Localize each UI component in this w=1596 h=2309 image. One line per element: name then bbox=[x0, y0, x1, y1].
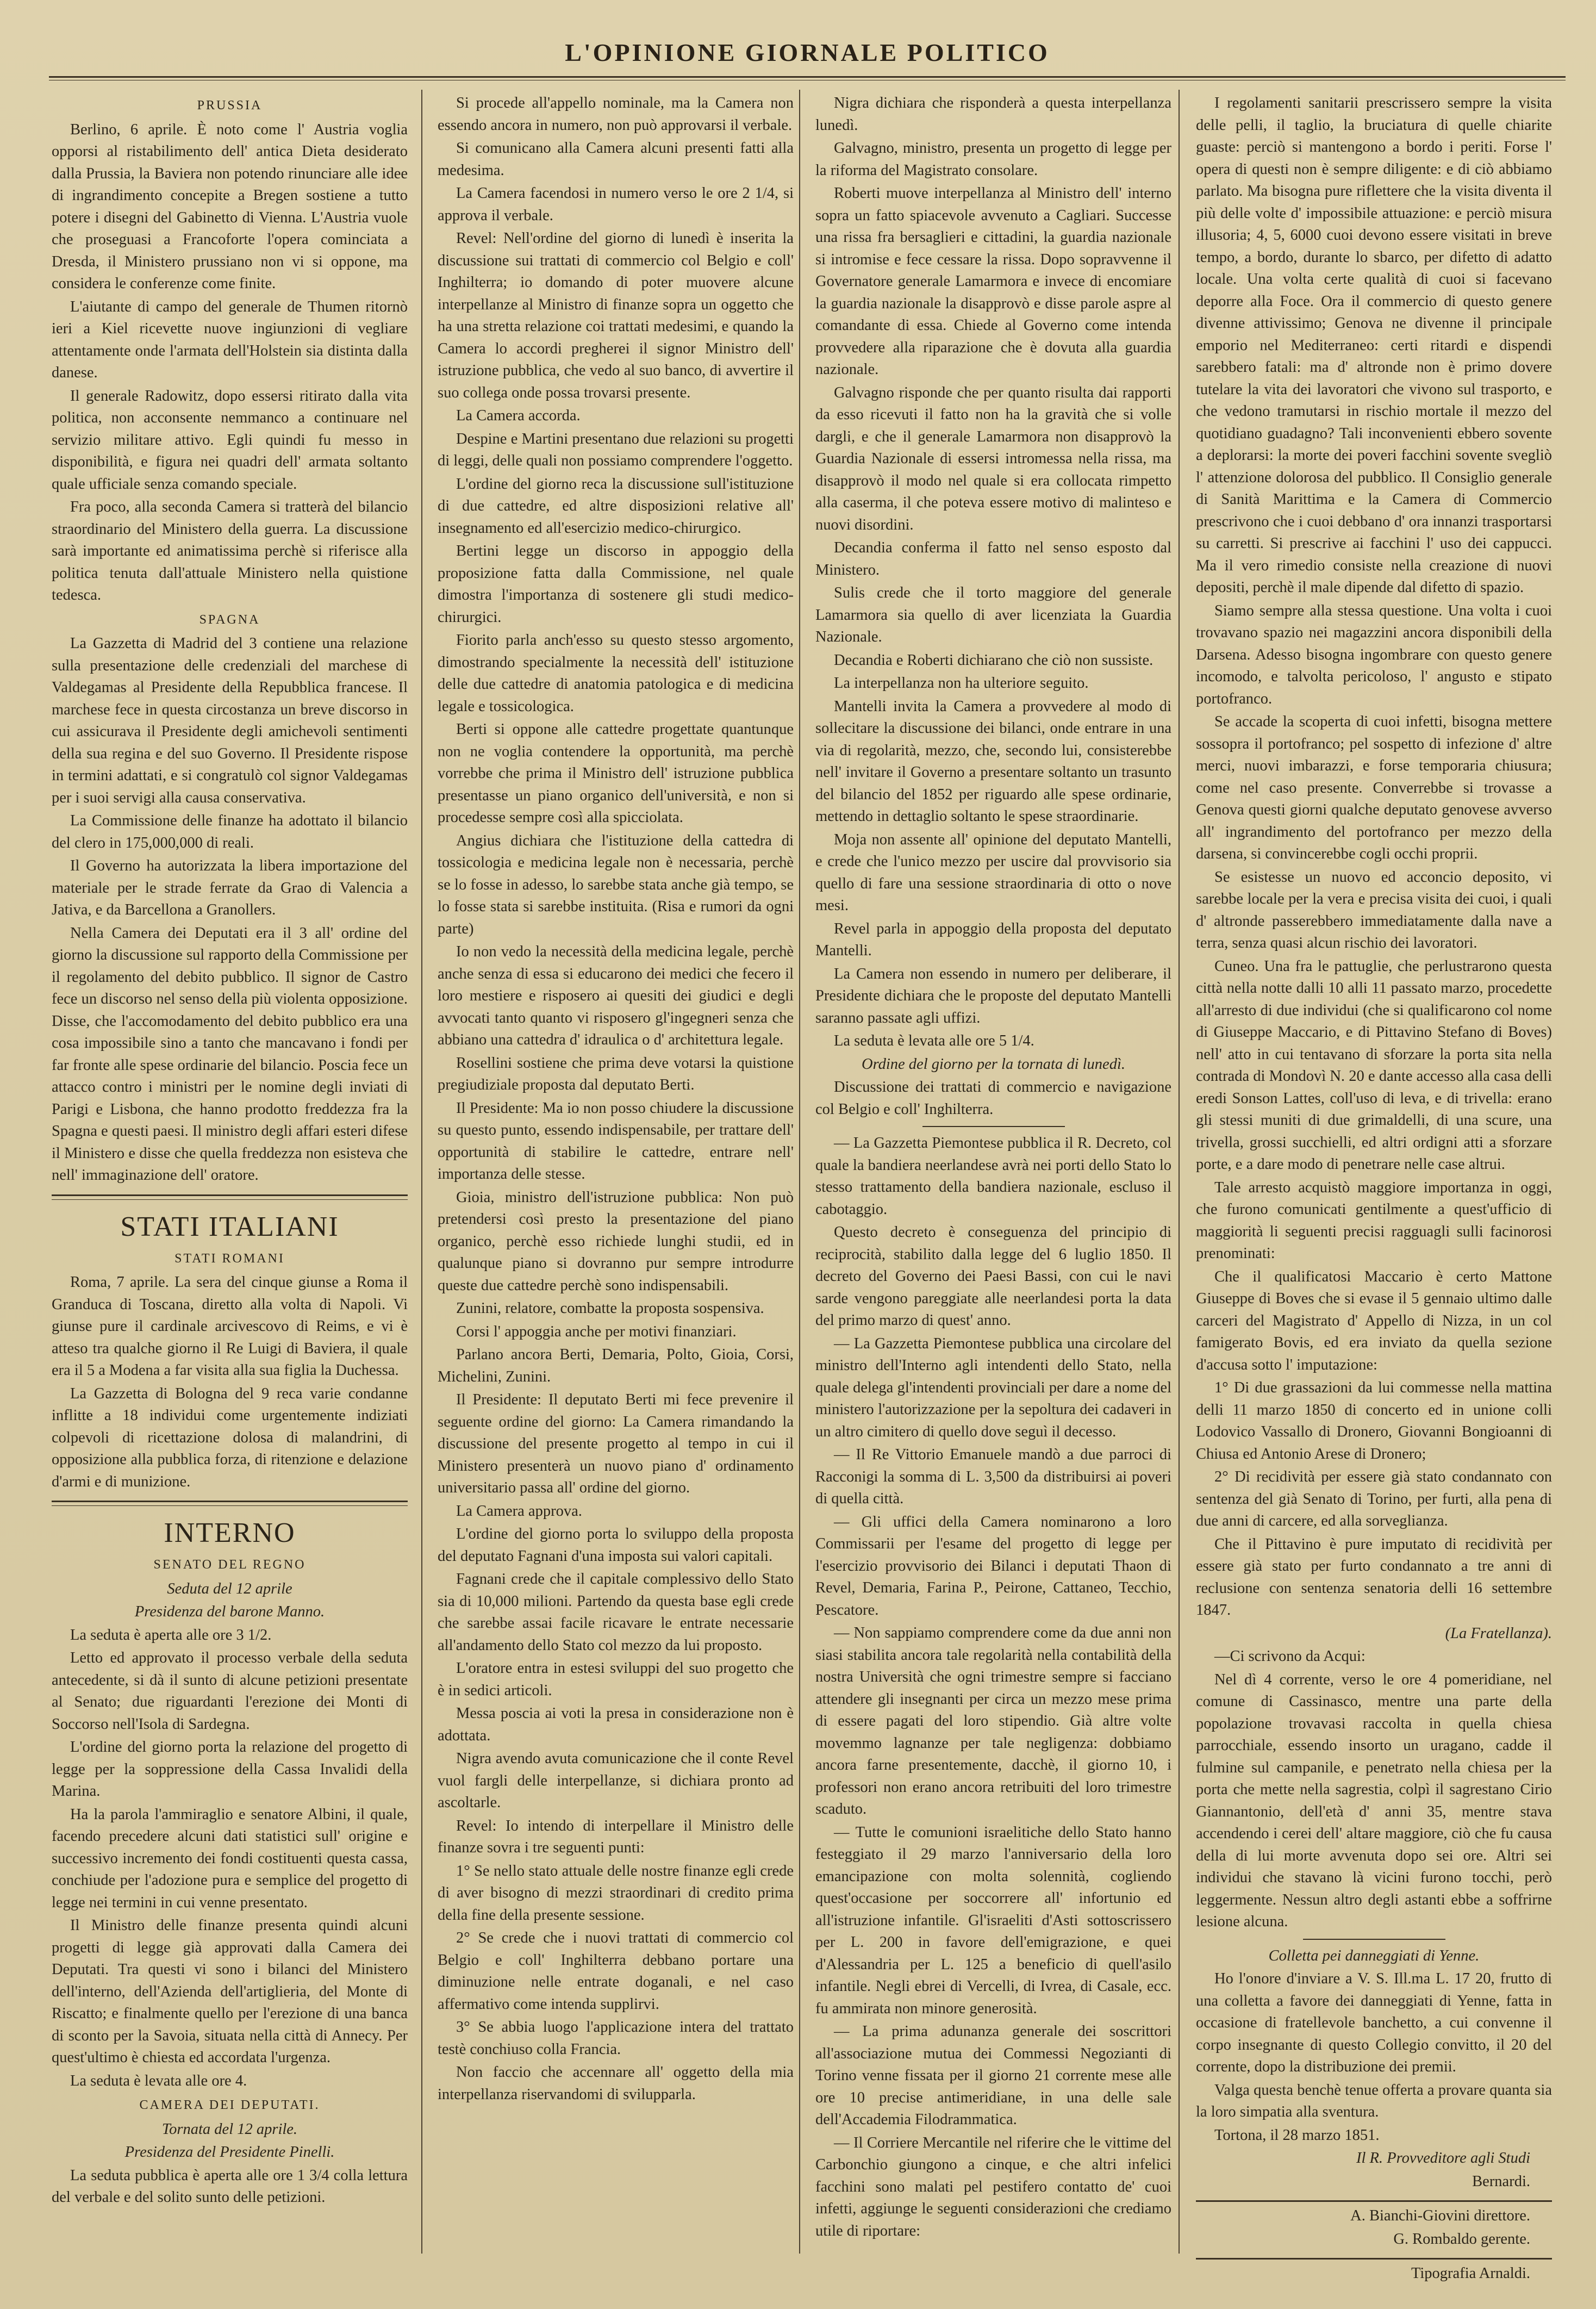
paragraph: Revel parla in appoggio della proposta del deputato Mantelli. bbox=[815, 920, 1171, 959]
section-heading-stati-romani: STATI ROMANI bbox=[174, 1251, 285, 1266]
paragraph: La Gazzetta di Madrid del 3 contiene una relazione sulla presentazione delle credenziali del marchese di Valdegamas al Presidente della Repubblica francese. Il marchese fece in questa circostanza un breve discorso in cui assicurava il Presidente degli amichevoli sentimenti della sua regina e del suo Governo. Il Presidente rispose in termini adattati, e si congratulò col signor Valdegamas per i suoi servigi alla causa conservativa. bbox=[52, 635, 408, 806]
paragraph: Berlino, 6 aprile. È noto come l' Austria voglia opporsi al ristabilimento dell' antica Dieta desiderato dalla Prussia, la Baviera non potendo rinunciare alle idee di ingrandimento concepite a Bregen sostiene a tutto potere i disegni del Gabinetto di Vienna. L'Austria vuole che proseguasi a Francoforte l'opera cominciata a Dresda, il Ministero prussiano non vi si oppone, ma considera le conferenze come finite. bbox=[52, 121, 408, 292]
paragraph: La Camera non essendo in numero per deliberare, il Presidente dichiara che le proposte del deputato Mantelli saranno passate agli uffizi. bbox=[815, 965, 1171, 1026]
paragraph: Angius dichiara che l'istituzione della cattedra di tossicologia e medicina legale non è necessaria, perchè se lo fosse in adesso, lo sarebbe stata anche già tempo, se lo fosse stata si sarebbe instituita. (Risa e rumori da ogni parte) bbox=[438, 832, 794, 937]
paragraph: 3° Se abbia luogo l'applicazione intera del trattato testè conchiuso colla Francia. bbox=[438, 2019, 794, 2058]
paragraph: 2° Se crede che i nuovi trattati di commercio col Belgio e coll' Inghilterra debbano portare una diminuzione nelle entrate doganali, e nel caso affermativo come intenda supplirvi. bbox=[438, 1930, 794, 2013]
paragraph: L'ordine del giorno porta la relazione del progetto di legge per la soppressione della Cassa Invalidi della Marina. bbox=[52, 1739, 408, 1800]
source-credit: (La Fratellanza). bbox=[1445, 1625, 1552, 1642]
paragraph: Roberti muove interpellanza al Ministro dell' interno sopra un fatto spiacevole avvenuto a Cagliari. Successe una rissa fra bersaglieri e cittadini, la guardia nazionale si intromise e fece cessare la rissa. Dopo sopravvenne il Governatore generale Lamarmora e invece di encomiare la guardia nazionale la disapprovò e disse parole aspre al comandante di essa. Chiede al Governo come intenda provvedere alla riparazione che è dovuta alla guardia nazionale. bbox=[815, 185, 1171, 378]
paragraph: Nigra avendo avuta comunicazione che il conte Revel vuol fargli delle interpellanze, si dichiara pronto ad ascoltarle. bbox=[438, 1750, 794, 1811]
paragraph: Valga questa benchè tenue offerta a provare quanta sia la loro simpatia alla sventura. bbox=[1196, 2081, 1552, 2120]
paragraph: Tortona, il 28 marzo 1851. bbox=[1214, 2126, 1380, 2144]
column-1 bbox=[52, 92, 408, 2267]
paragraph: L'ordine del giorno reca la discussione sull'istituzione di due cattedre, ed altre disposizioni relative all' insegnamento ed all'esercizio medico-chirurgico. bbox=[438, 475, 794, 537]
section-heading-senato: SENATO DEL REGNO bbox=[153, 1558, 306, 1572]
separator-rule bbox=[1303, 1939, 1445, 1940]
paragraph: Fiorito parla anch'esso su questo stesso argomento, dimostrando specialmente la necessità dell' istituzione delle due cattedre di anatomia patologica e di medicina legale e tossicologica. bbox=[438, 632, 794, 715]
paragraph: Discussione dei trattati di commercio e navigazione col Belgio e coll' Inghilterra. bbox=[815, 1079, 1171, 1118]
collection-heading: Colletta pei danneggiati di Yenne. bbox=[1268, 1947, 1480, 1964]
section-rule bbox=[52, 1194, 408, 1196]
paragraph: Galvagno risponde che per quanto risulta dai rapporti da esso ricevuti il fatto non ha la gravità che si volle dargli, e che il generale Lamarmora non disapprovò la Guardia Nazionale di essersi intromessa nella rissa, ma disapprovò il modo nel quale si era collocata rimpetto alla caserma, il che poteva essere motivo di malinteso e nuovi disordini. bbox=[815, 384, 1171, 533]
footer-rule bbox=[1196, 2258, 1552, 2260]
paragraph: —Ci scrivono da Acqui: bbox=[1214, 1648, 1366, 1665]
paragraph: La seduta è aperta alle ore 3 1/2. bbox=[70, 1626, 272, 1644]
paragraph: Letto ed approvato il processo verbale della seduta antecedente, si dà il sunto di alcune petizioni presentate al Senato; due riguardanti l'erezione dei Monti di Soccorso nell'Isola di Sardegna. bbox=[52, 1650, 408, 1733]
paragraph: 2° Di recidività per essere già stato condannato con sentenza del già Senato di Torino, per furti, alla pena di due anni di carcere, ed alla sorveglianza. bbox=[1196, 1468, 1552, 1529]
paragraph: I regolamenti sanitarii prescrissero sempre la visita delle pelli, il taglio, la bruciatura di quelle chiarite guaste: perciò si mantengono a bordo i periti. Forse l' opera di questi non è sempre diligente: e di ciò abbiamo parlato. Ma bisogna pure riflettere che la visita diventa il più delle volte d' impossibile attuazione: e perciò misura illusoria; 4, 5, 6000 cuoi devono essere visitati in breve tempo, a bordo, durante lo sbarco, per difetto di adatto locale. Una volta certe qualità di cuoi si facevano deporre alla Foce. Ora il commercio di questo genere divenne attivissimo; Genova ne divenne il principale emporio nel Mediterraneo: certi ritardi e dispendi sarebbero fatali: ma d' altronde non è primo dovere tutelare la vita dei lavoratori che vivono sul trasporto, e che vedono tramutarsi in rischio mortale il mezzo del quotidiano guadagno? Tali inconvenienti ebbero sovente a deplorarsi: la morte dei poveri facchini sovente svegliò l' attenzione dolorosa del pubblico. Il Consiglio generale di Sanità Marittima e la Camera di Commercio prescrivono che i cuoi debbano d' ora innanzi trasportarsi su carretti. Si prescrive ai facchini l' uso dei cappucci. Ma il vero rimedio consiste nella creazione di nuovi depositi, perchè il male dipende dal difetto di spazio. bbox=[1196, 95, 1552, 596]
paragraph: Nel dì 4 corrente, verso le ore 4 pomeridiane, nel comune di Cassinasco, mentre una parte della popolazione trovavasi raccolta in quella chiesa parrocchiale, essendo insorto un uragano, cadde il fulmine sul campanile, e penetrato nella chiesa per la porta che mette nella sagrestia, colpì il sagrestano Cirio Giannantonio, dell'età d' anni 35, mentre stava accendendo i cerei dell' altare maggiore, ciò che fu causa della di lui morte avvenuta dopo sei ore. Altri sei individui che stavano là vicini furono tocchi, però leggermente. Nessun altro degli astanti ebbe a soffrirne lesione alcuna. bbox=[1196, 1671, 1552, 1930]
footer-rule bbox=[1196, 2200, 1552, 2202]
section-rule bbox=[52, 1199, 408, 1200]
separator-rule bbox=[922, 1126, 1065, 1127]
paragraph: Berti si oppone alle cattedre progettate quantunque non ne voglia contendere la opportunità, ma perchè vorrebbe che prima il Ministro dell' istruzione pubblica presentasse un piano organico dell'università, e non si procedesse sempre così alla spicciolata. bbox=[438, 721, 794, 826]
paragraph: Nigra dichiara che risponderà a questa interpellanza lunedì. bbox=[815, 95, 1171, 134]
paragraph: — Non sappiamo comprendere come da due anni non siasi stabilita ancora tale regolarità nella contabilità della nostra Università che ogni trimestre sempre si facciano attendere gli insegnanti per circa un mezzo mese prima di essere pagati del loro stipendio. Già altre volte movemmo lagnanze per tale negligenza: dobbiamo ancora farne presentemente, dacchè, il giorno 10, i professori non erano ancora retribuiti del loro trimestre scaduto. bbox=[815, 1625, 1171, 1818]
paragraph: Cuneo. Una fra le pattuglie, che perlustrarono questa città nella notte dalli 10 alli 11 passato marzo, procedette all'arresto di due individui (che si qualificarono col nome di Giuseppe Maccario, e di Pittavino Stefano di Boves) nell' atto in cui tentavano di sforzare la porta sita nella contrada di Mondovì N. 20 e dante accesso alla casa delli eredi Sonson Lattes, coll'uso di leva, e di trivella: erano gli stessi muniti di due grimaldelli, di una scure, una trivella, grossi succhielli, ed altri ordigni atti a sforzare porte, e a dare modo di penetrare nelle case altrui. bbox=[1196, 957, 1552, 1173]
paragraph: — Il Re Vittorio Emanuele mandò a due parroci di Racconigi la somma di L. 3,500 da distribuirsi ai poveri di quella città. bbox=[815, 1446, 1171, 1507]
paragraph: Parlano ancora Berti, Demaria, Polto, Gioia, Corsi, Michelini, Zunini. bbox=[438, 1346, 794, 1385]
paragraph: Revel: Io intendo di interpellare il Ministro delle finanze sovra i tre seguenti punti: bbox=[438, 1817, 794, 1856]
paragraph: Che il Pittavino è pure imputato di recidività per essere già stato per furto condannato a tre anni di reclusione con sentenza senatoria delli 16 settembre 1847. bbox=[1196, 1535, 1552, 1619]
session-date: Tornata del 12 aprile. bbox=[161, 2120, 298, 2138]
section-heading-camera: CAMERA DEI DEPUTATI. bbox=[139, 2098, 320, 2112]
paragraph: Se accade la scoperta di cuoi infetti, bisogna mettere sossopra il portofranco; pel sospetto di infezione d' altre merci, nuovi imbarazzi, e forse temporaria chiusura; come nel caso presente. Converrebbe si trovasse a Genova questi giorni qualche deputato genovese avverso all' ingrandimento del portofranco per mezzo della darsena, si convincerebbe cogli occhi proprii. bbox=[1196, 713, 1552, 862]
paragraph: Se esistesse un nuovo ed acconcio deposito, vi sarebbe locale per la vera e precisa visita dei cuoi, i quali d' altronde passerebbero immediatamente dalla nave a terra, senza quasi alcun rischio dei lavoratori. bbox=[1196, 868, 1552, 951]
paragraph: La seduta è levata alle ore 5 1/4. bbox=[834, 1032, 1034, 1049]
paragraph: Decandia e Roberti dichiarano che ciò non sussiste. bbox=[834, 651, 1154, 669]
paragraph: L'oratore entra in estesi sviluppi del suo progetto che è in sedici articoli. bbox=[438, 1660, 794, 1699]
column-divider bbox=[799, 90, 800, 2254]
paragraph: Tale arresto acquistò maggiore importanza in oggi, che furono comunicati gentilmente a quest'ufficio di maggiorità li seguenti precisi ragguagli sulli facinorosi prenominati: bbox=[1196, 1179, 1552, 1262]
paragraph: Si comunicano alla Camera alcuni presenti fatti alla medesima. bbox=[438, 140, 794, 179]
column-4 bbox=[1196, 92, 1552, 2282]
paragraph: — Il Corriere Mercantile nel riferire che le vittime del Carbonchio giungono a cinque, e che altri infelici facchini sono malati pel pestifero contatto de' cuoi infetti, aggiunge le seguenti considerazioni che crediamo utile di riportare: bbox=[815, 2134, 1171, 2239]
paragraph: Sulis crede che il torto maggiore del generale Lamarmora sia quello di aver licenziata la Guardia Nazionale. bbox=[815, 584, 1171, 645]
column-divider bbox=[1179, 90, 1180, 2254]
paragraph: Ha la parola l'ammiraglio e senatore Albini, il quale, facendo precedere alcuni dati statistici sull' origine e successivo incremento dei fondi costituenti questa cassa, conchiude per l'adozione pura e semplice del progetto di legge nei termini in cui venne presentato. bbox=[52, 1806, 408, 1911]
paragraph: La Commissione delle finanze ha adottato il bilancio del clero in 175,000,000 di reali. bbox=[52, 812, 408, 851]
paragraph: Il Presidente: Il deputato Berti mi fece prevenire il seguente ordine del giorno: La Camera rimandando la discussione del presente progetto al tempo in cui il Ministero presenterà un nuovo piano d' ordinamento universitario passa all' ordine del giorno. bbox=[438, 1391, 794, 1496]
editor-director: A. Bianchi-Giovini direttore. bbox=[1350, 2207, 1530, 2224]
paragraph: La seduta è levata alle ore 4. bbox=[70, 2072, 247, 2089]
paragraph: Rosellini sostiene che prima deve votarsi la quistione pregiudiziale proposta dal deputato Berti. bbox=[438, 1054, 794, 1093]
paragraph: 1° Se nello stato attuale delle nostre finanze egli crede di aver bisogno di mezzi straordinari di credito prima della fine della presente sessione. bbox=[438, 1862, 794, 1924]
column-3 bbox=[815, 92, 1171, 2267]
heading-stati-italiani: STATI ITALIANI bbox=[120, 1211, 339, 1242]
paragraph: Zunini, relatore, combatte la proposta sospensiva. bbox=[456, 1300, 764, 1317]
paragraph: L'aiutante di campo del generale de Thumen ritornò ieri a Kiel ricevette nuove ingiunzioni di vegliare attentamente onde l'armata dell'Holstein sia distinta dalla danese. bbox=[52, 298, 408, 381]
paragraph: Roma, 7 aprile. La sera del cinque giunse a Roma il Granduca di Toscana, diretto alla volta di Napoli. Vi giunse pure il cardinale arcivescovo di Reims, e vi è atteso tra qualche giorno il Re Luigi di Baviera, il quale era il 5 a Modena a far visita alla sua figlia la Duchessa. bbox=[52, 1274, 408, 1379]
paragraph: Il Ministro delle finanze presenta quindi alcuni progetti di legge già approvati dalla Camera dei Deputati. Tra questi vi sono i bilanci del Ministero dell'interno, dell'Azienda dell'artiglieria, del Monte di Riscatto; e finalmente quello per l'erezione di una banca di sconto per la Savoia, situata nella città di Annecy. Per quest'ultimo è chiesta ed accordata l'urgenza. bbox=[52, 1917, 408, 2066]
masthead: L'OPINIONE GIORNALE POLITICO bbox=[565, 39, 1050, 66]
paragraph: Gioia, ministro dell'istruzione pubblica: Non può pretendersi così presto la presentazione del piano organico, perchè esso richiede lunghi studii, ed in qualunque piano si dovranno pur sempre introdurre queste due cattedre perchè sono indispensabili. bbox=[438, 1188, 794, 1294]
column-2 bbox=[438, 92, 794, 2267]
editor-manager: G. Rombaldo gerente. bbox=[1393, 2230, 1530, 2248]
paragraph: Decandia conferma il fatto nel senso esposto dal Ministero. bbox=[815, 539, 1171, 578]
paragraph: Siamo sempre alla stessa questione. Una volta i cuoi trovavano spazio nei magazzini ancora disponibili della Darsena. Adesso bisogna ingombrare con questo genere incomodo, e talvolta pericoloso, l' angusto e stipato portofranco. bbox=[1196, 602, 1552, 707]
paragraph: Revel: Nell'ordine del giorno di lunedì è inserita la discussione sui trattati di commercio col Belgio e coll' Inghilterra; io domando di poter muovere alcune interpellanze al Ministro di finanze sopra un oggetto che ha una stretta relazione coi trattati medesimi, e quando la Camera lo accordi pregherei il signor Ministro dell' istruzione pubblica, che vedo al suo banco, di avvertire il suo collega onde possa trovarsi presente. bbox=[438, 230, 794, 401]
section-heading-prussia: PRUSSIA bbox=[197, 98, 263, 113]
paragraph: 1° Di due grassazioni da lui commesse nella mattina delli 11 marzo 1850 di concerto ed in unione colli Lodovico Vassallo di Dronero, Giovanni Bongioanni di Chiusa ed Antonio Arese di Dronero; bbox=[1196, 1379, 1552, 1462]
paragraph: Bertini legge un discorso in appoggio della proposizione fatta dalla Commissione, nel quale dimostra l'importanza di sostenere gli studi medico-chirurgici. bbox=[438, 543, 794, 626]
paragraph: Fra poco, alla seconda Camera si tratterà del bilancio straordinario del Ministero della guerra. La discussione sarà importante ed animatissima perchè si riferisce alla politica tenuta dall'attuale Ministero nella quistione tedesca. bbox=[52, 499, 408, 603]
session-presidency: Presidenza del Presidente Pinelli. bbox=[124, 2144, 335, 2161]
paragraph: Corsi l' appoggia anche per motivi finanziari. bbox=[456, 1323, 737, 1340]
session-date: Seduta del 12 aprile bbox=[167, 1580, 292, 1597]
paragraph: Il Governo ha autorizzata la libera importazione del materiale per le strade ferrate da Grao di Valencia a Jativa, e da Barcellona a Granollers. bbox=[52, 857, 408, 918]
paragraph: Messa poscia ai voti la presa in considerazione non è adottata. bbox=[438, 1705, 794, 1744]
paragraph: Nella Camera dei Deputati era il 3 all' ordine del giorno la discussione sul rapporto della Commissione per il regolamento del debito pubblico. Il signor de Castro fece un discorso nel senso della più violenta opposizione. Disse, che l'accomodamento del debito pubblico era una cosa impossibile sino a tanto che mancavano i fondi per far fronte alle spese ordinarie del bilancio. Poscia fece un attacco contro i ministri per le nomine degli inviati di Parigi e Lisbona, che hanno prodotto freddezza fra la Spagna e questi paesi. Il ministro degli affari esteri difese il Ministero e disse che quella freddezza non esisteva che nell' immaginazione dell' oratore. bbox=[52, 924, 408, 1184]
paragraph: Despine e Martini presentano due relazioni su progetti di leggi, delle quali non possiamo comprendere l'oggetto. bbox=[438, 430, 794, 469]
session-presidency: Presidenza del barone Manno. bbox=[134, 1603, 325, 1620]
signature-name: Bernardi. bbox=[1472, 2173, 1530, 2190]
paragraph: — La prima adunanza generale dei soscrittori all'associazione mutua dei Commessi Negozianti di Torino venne fissata per il giorno 21 corrente mese alle ore 10 precise antimeridiane, in una delle sale dell'Accademia Filodrammatica. bbox=[815, 2023, 1171, 2128]
paragraph: Moja non assente all' opinione del deputato Mantelli, e crede che l'unico mezzo per uscire dal provvisorio sia quello di fare una sessione straordinaria di otto o nove mesi. bbox=[815, 831, 1171, 914]
heading-interno: INTERNO bbox=[164, 1517, 296, 1548]
paragraph: La Camera accorda. bbox=[456, 407, 581, 424]
paragraph: Questo decreto è conseguenza del principio di reciprocità, stabilito dalla legge del 6 luglio 1850. Il decreto del Governo dei Paesi Bassi, con cui le navi sarde vengono pareggiate alle neerlandesi porta la data del primo marzo di quest' anno. bbox=[815, 1224, 1171, 1329]
paragraph: La interpellanza non ha ulteriore seguito. bbox=[834, 675, 1089, 692]
paragraph: L'ordine del giorno porta lo sviluppo della proposta del deputato Fagnani d'una imposta sui valori capitali. bbox=[438, 1526, 794, 1565]
printer-credit: Tipografia Arnaldi. bbox=[1411, 2265, 1530, 2282]
paragraph: — La Gazzetta Piemontese pubblica una circolare del ministro dell'Interno agli intendenti dello Stato, nella quale delega gl'intendenti provinciali per dare a nome del ministero l'autorizzazione per la sepoltura dei cadaveri in un altro cimitero di quello dove seguì il decesso. bbox=[815, 1335, 1171, 1440]
paragraph: La Gazzetta di Bologna del 9 reca varie condanne inflitte a 18 individui come urgentemente indiziati colpevoli di ricettazione dolosa di malandrini, di opposizione alla pubblica forza, di ritenzione e delazione d'armi e di munizione. bbox=[52, 1385, 408, 1490]
paragraph: — Gli uffici della Camera nominarono a loro Commissarii per l'esame del progetto di legge per l'esercizio provvisorio dei Bilanci i deputati Thaon di Revel, Demaria, Farina P., Peirone, Cattaneo, Tecchio, Pescatore. bbox=[815, 1513, 1171, 1619]
paragraph: — La Gazzetta Piemontese pubblica il R. Decreto, col quale la bandiera neerlandese avrà nei porti dello Stato lo stesso trattamento della bandiera nazionale, escluso il cabotaggio. bbox=[815, 1135, 1171, 1218]
signature-title: Il R. Provveditore agli Studi bbox=[1356, 2150, 1530, 2167]
paragraph: Il generale Radowitz, dopo essersi ritirato dalla vita politica, non acconsente nemmanco a continuare nel servizio militare attivo. Egli quindi fu messo in disponibilità, e figura nei quadri dell' armata soltanto quale ufficiale senza comando speciale. bbox=[52, 387, 408, 493]
paragraph: Ho l'onore d'inviare a V. S. Ill.ma L. 17 20, frutto di una colletta a favore dei danneggiati di Yenne, fatta in occasione di fratellevole banchetto, a cui convenne il corpo insegnante di questo Collegio convitto, il 20 del corrente, dopo la distribuzione dei premii. bbox=[1196, 1970, 1552, 2075]
paragraph: Che il qualificatosi Maccario è certo Mattone Giuseppe di Boves che si evase il 5 gennaio ultimo dalle carceri del Magistrato d' Appello di Nizza, in un col famigerato Bovis, ed era inviato da quella sezione d'accusa sotto l' imputazione: bbox=[1196, 1268, 1552, 1373]
column-divider bbox=[421, 90, 422, 2254]
paragraph: La Camera approva. bbox=[456, 1502, 582, 1520]
paragraph: — Tutte le comunioni israelitiche dello Stato hanno festeggiato il 29 marzo l'anniversario della loro emancipazione con molta solennità, cogliendo quest'occasione per soccorrere all' infortunio ed all'istruzione infantile. Gl'israeliti d'Asti sottoscrissero per L. 200 in favore dell'emigrazione, e quei d'Alessandria per L. 125 a beneficio di quell'asilo infantile. Negli ebrei di Vercelli, di Ivrea, di Casale, ecc. fu ammirata non minore generosità. bbox=[815, 1823, 1171, 2017]
paragraph: Io non vedo la necessità della medicina legale, perchè anche senza di essa si educarono dei medici che fecero il loro mestiere e risposero ai quesiti dei giudici e degli avvocati tanto quanto vi risposero gl'ingegneri senza che abbiano una cattedra d' idraulica o d' architettura legale. bbox=[438, 943, 794, 1048]
paragraph: La Camera facendosi in numero verso le ore 2 1/4, si approva il verbale. bbox=[438, 185, 794, 224]
section-rule bbox=[52, 1501, 408, 1502]
paragraph: Si procede all'appello nominale, ma la Camera non essendo ancora in numero, non può approvarsi il verbale. bbox=[438, 95, 794, 134]
agenda-heading: Ordine del giorno per la tornata di lunedì. bbox=[861, 1055, 1125, 1073]
paragraph: Non faccio che accennare all' oggetto della mia interpellanza riservandomi di svilupparla. bbox=[438, 2064, 794, 2103]
paragraph: Mantelli invita la Camera a provvedere al modo di sollecitare la discussione dei bilanci, onde entrare in una via di regolarità, mezzo, che, secondo lui, consisterebbe nell' invitare il Governo a presentare soltanto un trasunto del bilancio del 1852 per riguardo alle spese ordinarie, mettendo in dettaglio soltanto le spese straordinarie. bbox=[815, 698, 1171, 825]
paragraph: Fagnani crede che il capitale complessivo dello Stato sia di 10,000 milioni. Partendo da questa base egli crede che sarebbe assai facile ricavare le entrate necessarie all'andamento dello Stato col mezzo da lui proposto. bbox=[438, 1571, 794, 1654]
section-heading-spagna: SPAGNA bbox=[199, 612, 260, 627]
masthead-rule bbox=[49, 76, 1566, 80]
paragraph: Il Presidente: Ma io non posso chiudere la discussione su questo punto, essendo indispensabile, per trattare dell' opportunità di stabilire le cattedre, entrare nell' importanza delle stesse. bbox=[438, 1099, 794, 1182]
section-rule bbox=[52, 1505, 408, 1506]
paragraph: La seduta pubblica è aperta alle ore 1 3/4 colla lettura del verbale e del solito sunto delle petizioni. bbox=[52, 2167, 408, 2206]
paragraph: Galvagno, ministro, presenta un progetto di legge per la riforma del Magistrato consolare. bbox=[815, 140, 1171, 179]
